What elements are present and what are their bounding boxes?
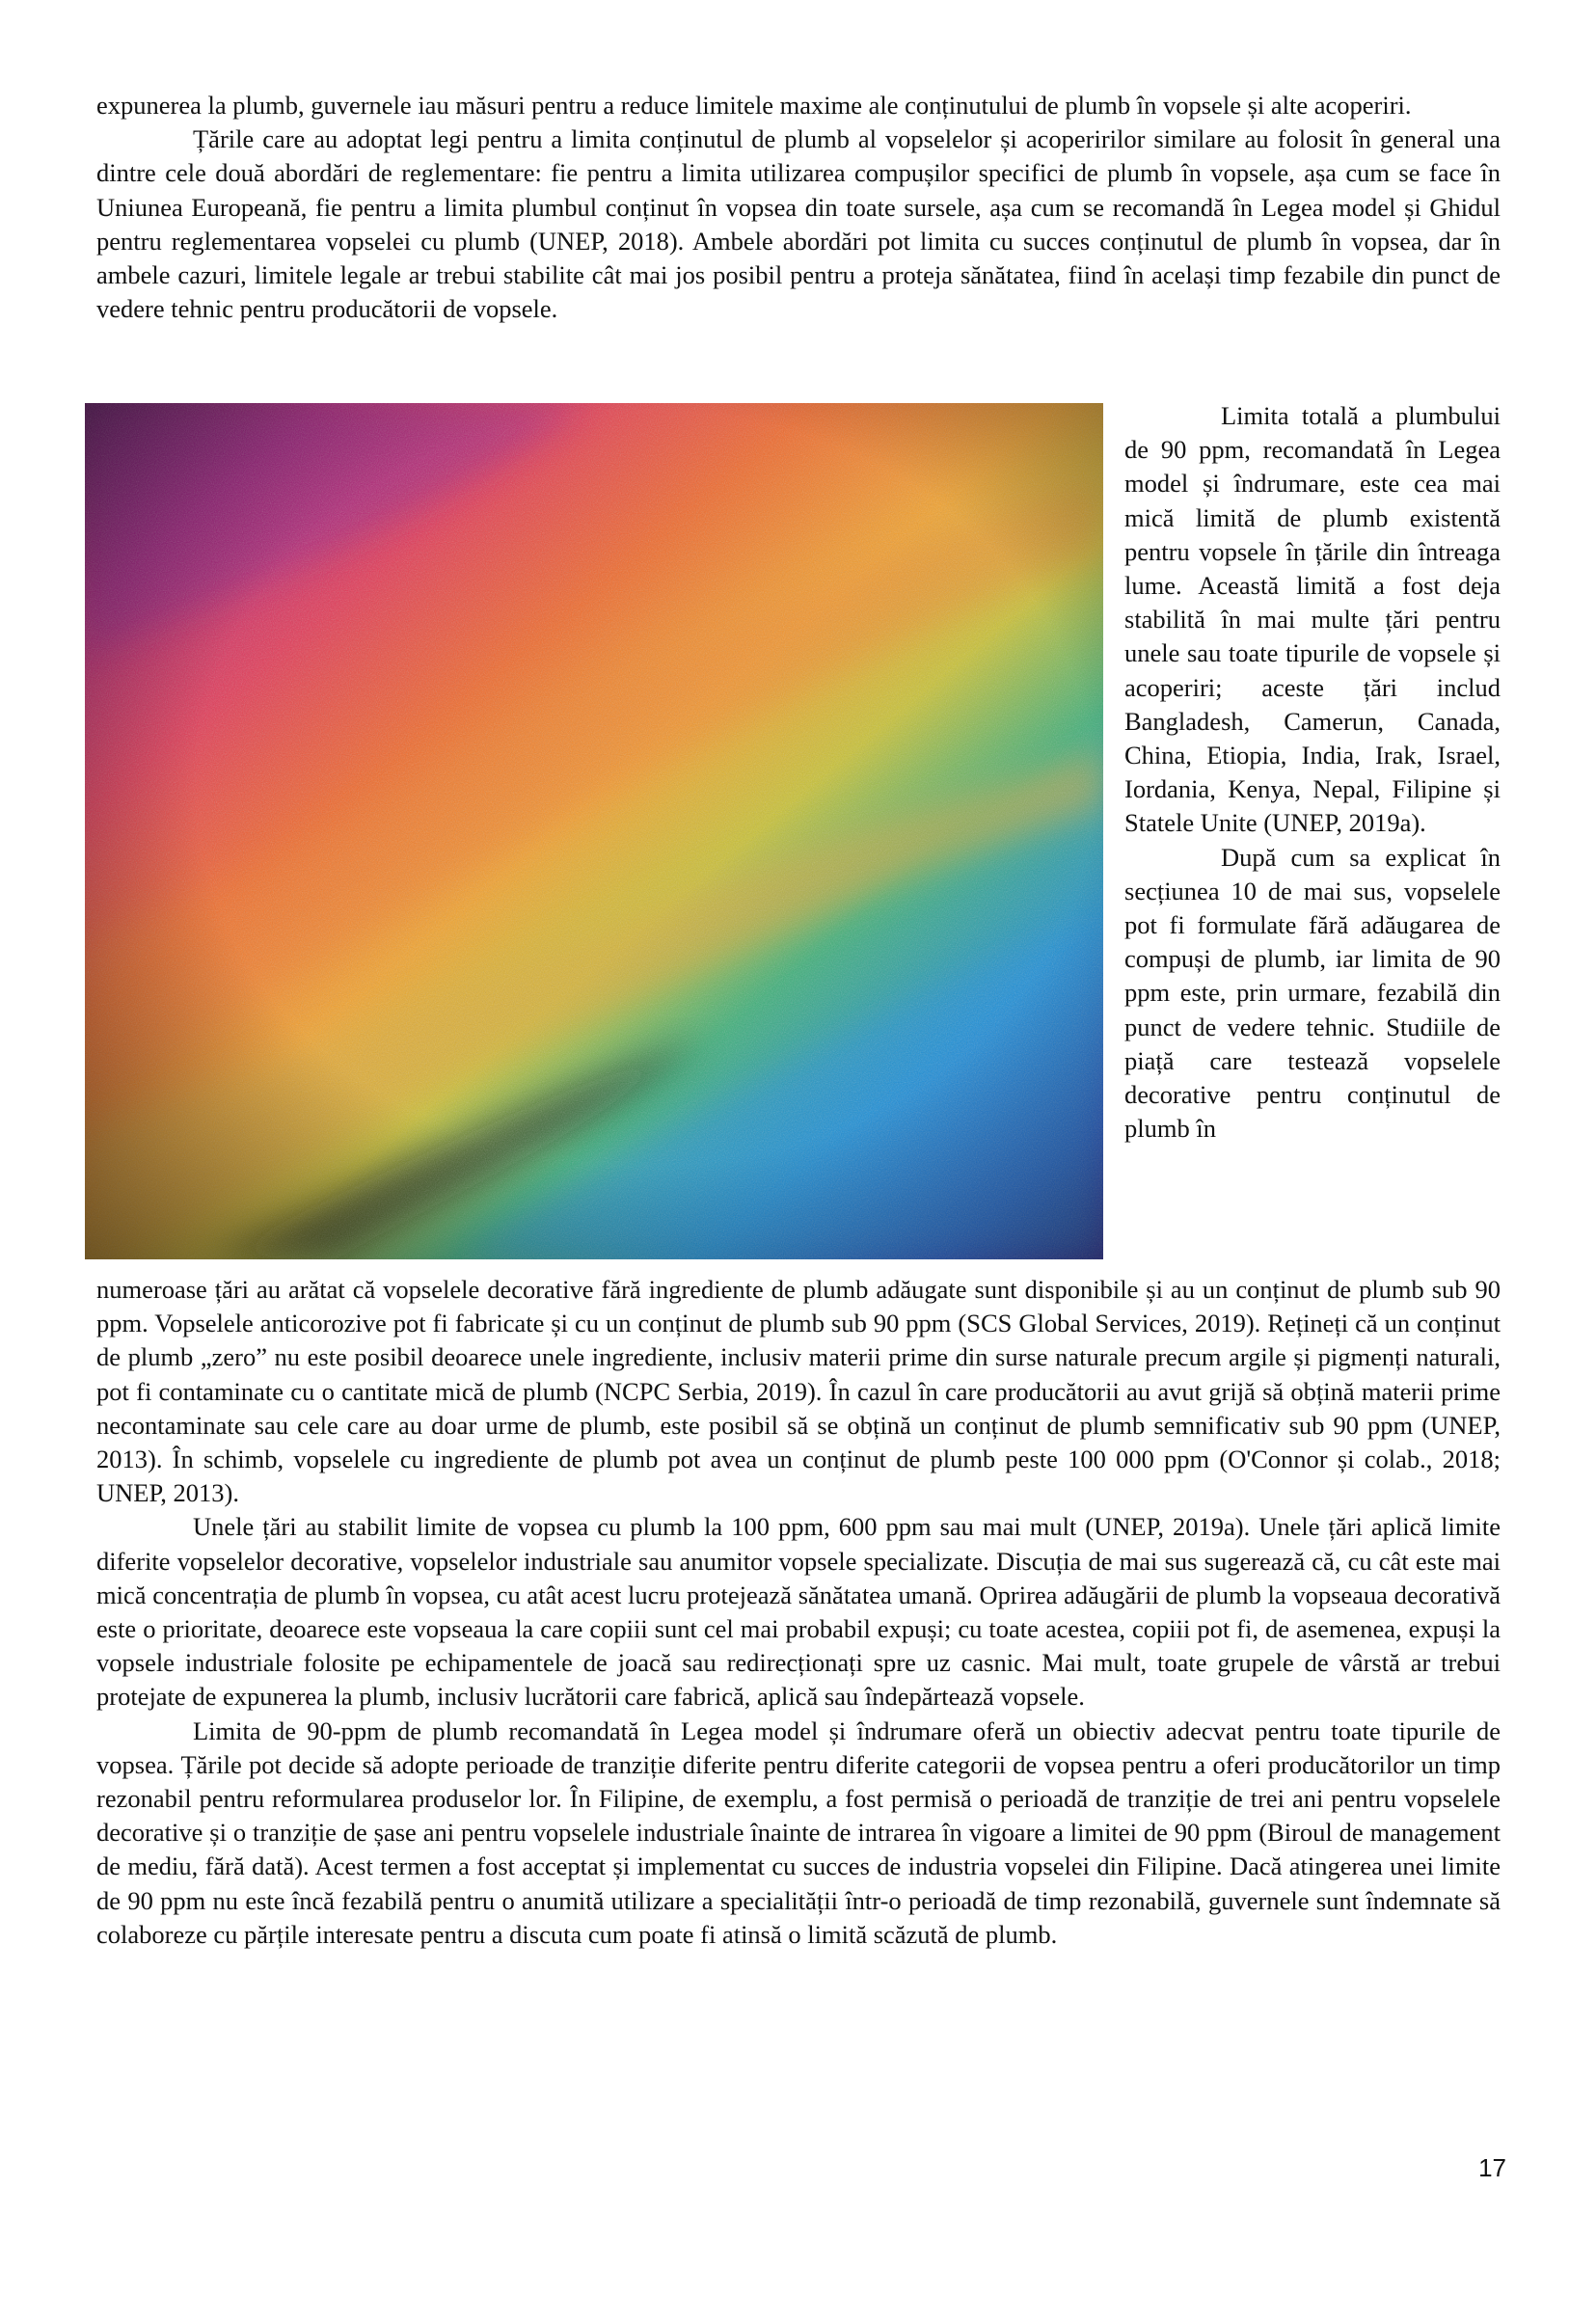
paragraph-country-limits: Unele țări au stabilit limite de vopsea cu plumb la 100 ppm, 600 ppm sau mai mult (UNEP, 2019a). Unele țări aplică limite diferite vopselelor decorative, vopselelor industriale sau anumitor vopsele specializate. Discuția de mai sus sugerează că, cu cât este mai mică concentrația de plumb în vopsea, cu atât acest lucru protejează sănătatea umană. Oprirea adăugării de plumb la vopseaua decorativă este o prioritate, deoarece este vopseaua la care copiii sunt cel mai probabil expuși; cu toate acestea, copiii pot fi, de asemenea, expuși la vopsele industriale folosite pe echipamentele de joacă sau redirecționați spre uz casnic. Mai mult, toate grupele de vârstă ar trebui protejate de expunerea la plumb, inclusiv lucrătorii care fabrică, aplică sau îndepărtează vopsele. — [96, 1512, 1501, 1712]
paragraph-regulatory-approaches: Țările care au adoptat legi pentru a limita conținutul de plumb al vopselelor și acoperirilor similare au folosit în general una dintre cele două abordări de reglementare: fie pentru a limita utilizarea compușilor specifici de plumb în vopsele, așa cum se face în Uniunea Europeană, fie pentru a limita plumbul conținut în vopsea din toate sursele, așa cum se recomandă în Legea model și Ghidul pentru reglementarea vopselei cu plumb (UNEP, 2018). Ambele abordări pot limita cu succes conținutul de plumb în vopsea, dar în ambele cazuri, limitele legale ar trebui stabilite cât mai jos posibil pentru a proteja sănătatea, fiind în același timp fezabile din punct de vedere tehnic pentru producătorii de vopsele. — [96, 124, 1501, 324]
paragraph-feasibility: După cum sa explicat în secțiunea 10 de mai sus, vopselele pot fi formulate fără adăugarea de compuși de plumb, iar limita de 90 ppm este, prin urmare, fezabilă din punct de vedere tehnic. Studiile de piață care testează vopselele decorative pentru conținutul de plumb în — [1124, 842, 1501, 1144]
paragraph-continuation: expunerea la plumb, guvernele iau măsuri pentru a reduce limitele maxime ale conținutului de plumb în vopsele și alte acoperiri. — [96, 91, 1412, 120]
side-text-column — [1124, 399, 1501, 1146]
pigment-powder-illustration — [85, 403, 1103, 1259]
paragraph-90ppm-limit: Limita totală a plumbului de 90 ppm, recomandată în Legea model și îndrumare, este cea mai mică limită de plumb existentă pentru vopsele în țările din întreaga lume. Această limită a fost deja stabilită în mai multe țări pentru unele sau toate tipurile de vopsele și acoperiri; aceste țări includ Bangladesh, Camerun, Canada, China, Etiopia, India, Irak, Israel, Iordania, Kenya, Nepal, Filipine și Statele Unite (UNEP, 2019a). — [1124, 401, 1501, 838]
bottom-text-block — [96, 1273, 1501, 1952]
paragraph-market-studies: numeroase țări au arătat că vopselele decorative fără ingrediente de plumb adăugate sunt disponibile și au un conținut de plumb sub 90 ppm. Vopselele anticorozive pot fi fabricate și cu un conținut de plumb sub 90 ppm (SCS Global Services, 2019). Rețineți că un conținut de plumb „zero” nu este posibil deoarece unele ingrediente, inclusiv materii prime din surse naturale precum argile și pigmenți naturali, pot fi contaminate cu o cantitate mică de plumb (NCPC Serbia, 2019). În cazul în care producătorii au avut grijă să obțină materii prime necontaminate sau cele care au doar urme de plumb, este posibil să se obțină un conținut de plumb semnificativ sub 90 ppm (UNEP, 2013). În schimb, vopselele cu ingrediente de plumb pot avea un conținut de plumb peste 100 000 ppm (O'Connor și colab., 2018; UNEP, 2013). — [96, 1275, 1501, 1508]
paragraph-transition-periods: Limita de 90-ppm de plumb recomandată în Legea model și îndrumare oferă un obiectiv adecvat pentru toate tipurile de vopsea. Țările pot decide să adopte perioade de tranziție diferite pentru diferite categorii de vopsea pentru a oferi producătorilor un timp rezonabil pentru reformularea produselor lor. În Filipine, de exemplu, a fost permisă o perioadă de tranziție de trei ani pentru vopselele decorative și o tranziție de șase ani pentru vopselele industriale înainte de intrarea în vigoare a limitei de 90 ppm (Biroul de management de mediu, fără dată). Acest termen a fost acceptat și implementat cu succes de industria vopselei din Filipine. Dacă atingerea unei limite de 90 ppm nu este încă fezabilă pentru o anumită utilizare a specialității într-o perioadă de timp rezonabilă, guvernele sunt îndemnate să colaboreze cu părțile interesate pentru a discuta cum poate fi atinsă o limită scăzută de plumb. — [96, 1715, 1501, 1949]
rainbow-pigment-photo — [85, 403, 1103, 1259]
top-text-block — [96, 89, 1501, 326]
page-number: 17 — [1478, 2153, 1506, 2182]
